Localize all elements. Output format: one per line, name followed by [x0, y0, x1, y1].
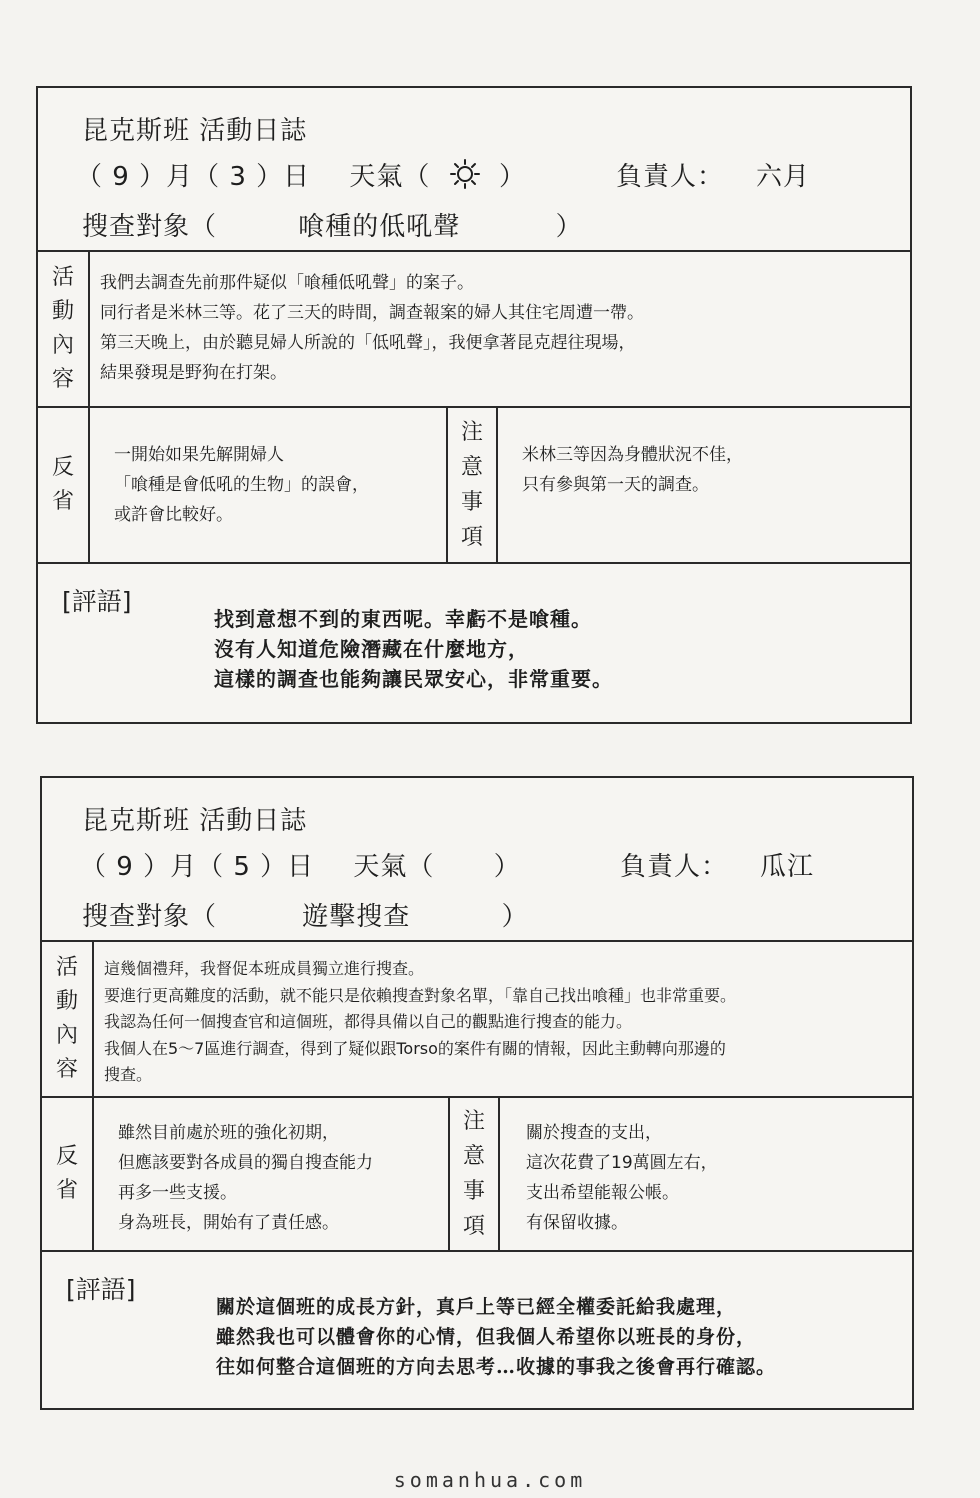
notes-text: 關於搜查的支出， 這次花費了19萬圓左右， 支出希望能報公帳。 有保留收據。: [526, 1123, 718, 1233]
month: （ 9 ）月: [80, 852, 198, 882]
weather-label: 天氣（: [353, 852, 435, 882]
person-label: 負責人：: [616, 162, 725, 192]
reflection-text: 雖然目前處於班的強化初期， 但應該要對各成員的獨自搜查能力 再多一些支援。 身為班長，開始有了責任感。: [118, 1123, 373, 1233]
notes-label: 注 意 事 項: [446, 408, 498, 562]
reflection-text: 一開始如果先解開婦人 「喰種是會低吼的生物」的誤會， 或許會比較好。: [114, 445, 369, 525]
activity-row: [38, 252, 910, 408]
target-close: ）: [555, 212, 583, 242]
target-label: 搜查對象（: [82, 212, 218, 242]
weather-close: ）: [493, 852, 521, 882]
comment-text: 找到意想不到的東西呢。幸虧不是喰種。 沒有人知道危險潛藏在什麼地方， 這樣的調查也能夠讓民眾安心，非常重要。: [214, 607, 613, 691]
activity-log-sep5: [40, 776, 914, 1410]
reflection-notes-row: [38, 408, 910, 564]
notes-text: 米林三等因為身體狀況不佳， 只有參與第一天的調查。: [522, 445, 743, 495]
target-value: 遊擊搜查: [302, 902, 411, 932]
person-name: 瓜江: [760, 852, 815, 882]
site-watermark: somanhua.com: [393, 1468, 587, 1492]
target-line: [82, 206, 583, 243]
sun-icon: [450, 159, 480, 192]
date-weather-line: [80, 846, 900, 883]
activity-label: 活 動 內 容: [38, 252, 90, 406]
notes-label: 注 意 事 項: [448, 1098, 500, 1250]
day: （ 5 ）日: [197, 852, 315, 882]
log-title: 昆克斯班 活動日誌: [82, 806, 308, 836]
log-title: 昆克斯班 活動日誌: [82, 116, 308, 146]
reflection-label: 反 省: [38, 408, 90, 562]
activity-log-sep3: [36, 86, 912, 724]
activity-text: 這幾個禮拜，我督促本班成員獨立進行搜查。 要進行更高難度的活動，就不能只是依賴搜查對象名單，「靠自己找出喰種」也非常重要。 我認為任何一個搜查官和這個班，都得具備以自己的觀點進行搜查的能力。 我個人在5〜7區進行調查，得到了疑似跟Torso的案件有關的情報，因此主動轉向那邊的 搜查。: [104, 959, 737, 1084]
comment-label: [評語]: [62, 587, 132, 616]
log-header: [38, 88, 910, 252]
month: （ 9 ）月: [76, 162, 194, 192]
day: （ 3 ）日: [193, 162, 311, 192]
comment-label: [評語]: [66, 1275, 136, 1304]
person-label: 負責人：: [620, 852, 729, 882]
weather-close: ）: [498, 162, 526, 192]
reflection-notes-row: [42, 1098, 912, 1252]
person-name: 六月: [756, 162, 811, 192]
comment-section: [38, 564, 910, 722]
comment-section: [42, 1252, 912, 1408]
target-close: ）: [501, 902, 529, 932]
activity-text: 我們去調查先前那件疑似「喰種低吼聲」的案子。 同行者是米林三等。花了三天的時間，調查報案的婦人其住宅周遭一帶。 第三天晚上，由於聽見婦人所說的「低吼聲」，我便拿著昆克趕往現場， 結果發現是野狗在打架。: [100, 273, 644, 383]
target-line: [82, 896, 529, 933]
activity-label: 活 動 內 容: [42, 942, 94, 1096]
weather-label: 天氣（: [349, 162, 431, 192]
target-label: 搜查對象（: [82, 902, 218, 932]
reflection-label: 反 省: [42, 1098, 94, 1250]
comment-text: 關於這個班的成長方針，真戶上等已經全權委託給我處理， 雖然我也可以體會你的心情，但我個人希望你以班長的身份， 往如何整合這個班的方向去思考…收據的事我之後會再行確認。: [216, 1296, 777, 1378]
date-weather-line: [76, 156, 896, 193]
target-value: 喰種的低吼聲: [298, 212, 461, 242]
activity-row: [42, 942, 912, 1098]
log-header: [42, 778, 912, 942]
